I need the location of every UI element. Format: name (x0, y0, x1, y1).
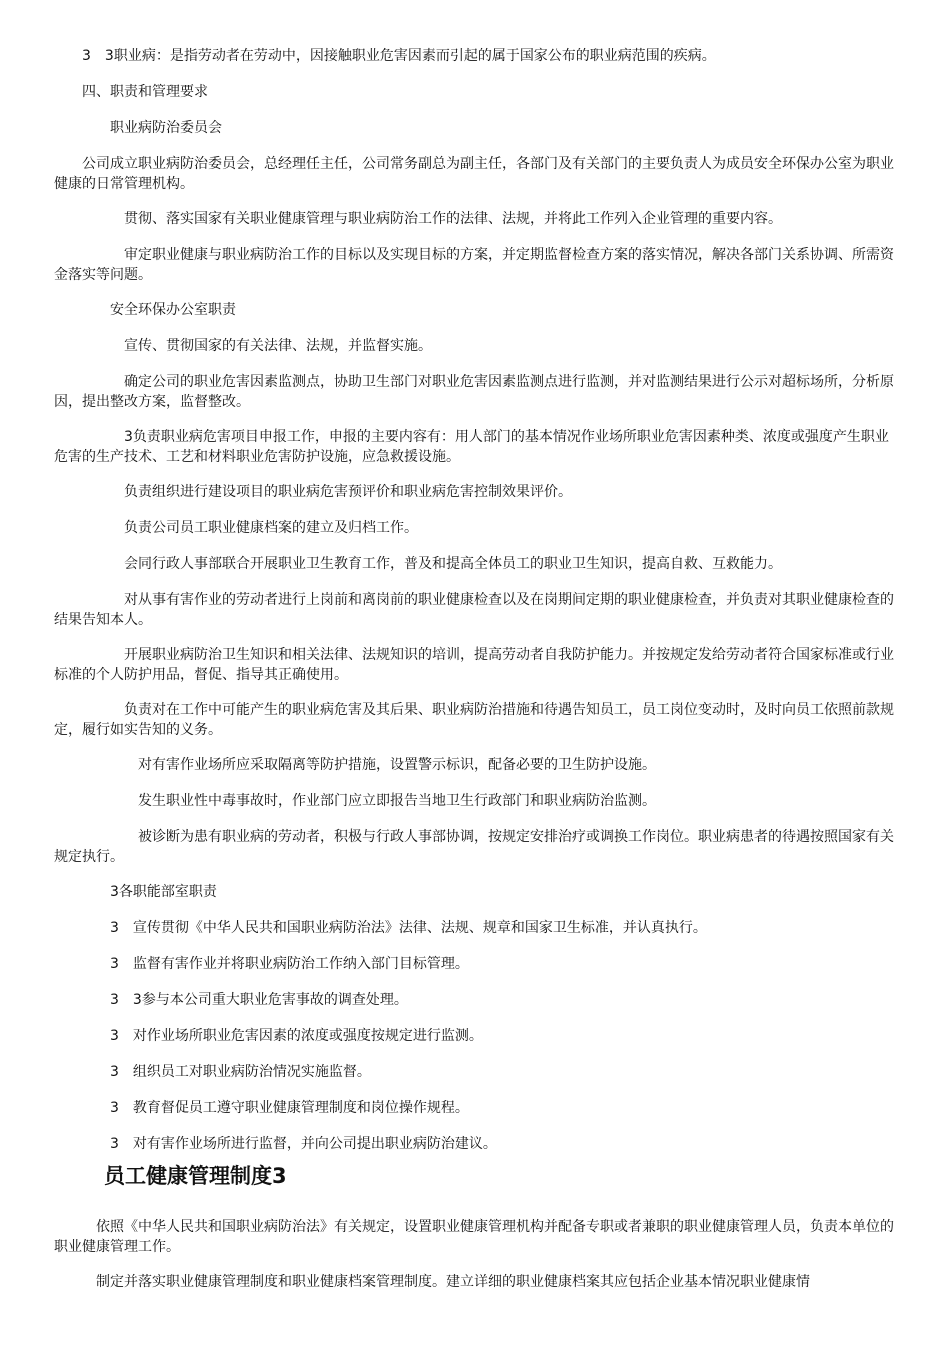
paragraph-dept-duty-2: 3 监督有害作业并将职业病防治工作纳入部门目标管理。 (54, 956, 469, 972)
paragraph-dept-duty-7: 3 对有害作业场所进行监督，并向公司提出职业病防治建议。 (54, 1136, 497, 1152)
paragraph-office-duty-3: 3负责职业病危害项目申报工作，申报的主要内容有：用人部门的基本情况作业场所职业危害因素种类、浓度或强度产生职业危害的生产技术、工艺和材料职业危害防护设施，应急救援设施。 (54, 429, 889, 465)
paragraph-health-rule-1: 依照《中华人民共和国职业病防治法》有关规定，设置职业健康管理机构并配备专职或者兼职的职业健康管理人员，负责本单位的职业健康管理工作。 (54, 1219, 894, 1255)
subheading-committee: 职业病防治委员会 (54, 120, 222, 136)
paragraph-dept-duty-5: 3 组织员工对职业病防治情况实施监督。 (54, 1064, 371, 1080)
paragraph-office-duty-8: 开展职业病防治卫生知识和相关法律、法规知识的培训，提高劳动者自我防护能力。并按规定发给劳动者符合国家标准或行业标准的个人防护用品，督促、指导其正确使用。 (54, 647, 894, 683)
paragraph-office-duty-2: 确定公司的职业危害因素监测点，协助卫生部门对职业危害因素监测点进行监测，并对监测结果进行公示对超标场所，分析原因，提出整改方案，监督整改。 (54, 374, 894, 410)
paragraph-committee-setup: 公司成立职业病防治委员会，总经理任主任，公司常务副总为副主任，各部门及有关部门的主要负责人为成员安全环保办公室为职业健康的日常管理机构。 (54, 156, 894, 192)
paragraph-office-duty-7: 对从事有害作业的劳动者进行上岗前和离岗前的职业健康检查以及在岗期间定期的职业健康检查，并负责对其职业健康检查的结果告知本人。 (54, 592, 894, 628)
section-title-employee-health: 员工健康管理制度3 (104, 1164, 287, 1188)
paragraph-health-rule-2: 制定并落实职业健康管理制度和职业健康档案管理制度。建立详细的职业健康档案其应包括企业基本情况职业健康情 (54, 1274, 810, 1290)
section-heading-responsibilities: 四、职责和管理要求 (54, 84, 208, 100)
paragraph-office-duty-1: 宣传、贯彻国家的有关法律、法规，并监督实施。 (54, 338, 432, 354)
paragraph-office-duty-10: 对有害作业场所应采取隔离等防护措施，设置警示标识，配备必要的卫生防护设施。 (54, 757, 656, 773)
paragraph-dept-duty-6: 3 教育督促员工遵守职业健康管理制度和岗位操作规程。 (54, 1100, 469, 1116)
paragraph-dept-duty-4: 3 对作业场所职业危害因素的浓度或强度按规定进行监测。 (54, 1028, 483, 1044)
paragraph-committee-duty-2: 审定职业健康与职业病防治工作的目标以及实现目标的方案，并定期监督检查方案的落实情况，解决各部门关系协调、所需资金落实等问题。 (54, 247, 894, 283)
subheading-departments: 3各职能部室职责 (54, 884, 217, 900)
paragraph-office-duty-9: 负责对在工作中可能产生的职业病危害及其后果、职业病防治措施和待遇告知员工，员工岗位变动时，及时向员工依照前款规定，履行如实告知的义务。 (54, 702, 894, 738)
paragraph-office-duty-11: 发生职业性中毒事故时，作业部门应立即报告当地卫生行政部门和职业病防治监测。 (54, 793, 656, 809)
paragraph-dept-duty-3: 3 3参与本公司重大职业危害事故的调查处理。 (54, 992, 408, 1008)
paragraph-dept-duty-1: 3 宣传贯彻《中华人民共和国职业病防治法》法律、法规、规章和国家卫生标准，并认真执行。 (54, 920, 707, 936)
paragraph-definition-occupational-disease: 3 3职业病：是指劳动者在劳动中，因接触职业危害因素而引起的属于国家公布的职业病范围的疾病。 (54, 48, 716, 64)
paragraph-office-duty-5: 负责公司员工职业健康档案的建立及归档工作。 (54, 520, 418, 536)
paragraph-office-duty-6: 会同行政人事部联合开展职业卫生教育工作，普及和提高全体员工的职业卫生知识，提高自救、互救能力。 (54, 556, 782, 572)
paragraph-office-duty-12: 被诊断为患有职业病的劳动者，积极与行政人事部协调，按规定安排治疗或调换工作岗位。职业病患者的待遇按照国家有关规定执行。 (54, 829, 894, 865)
paragraph-office-duty-4: 负责组织进行建设项目的职业病危害预评价和职业病危害控制效果评价。 (54, 484, 572, 500)
paragraph-committee-duty-1: 贯彻、落实国家有关职业健康管理与职业病防治工作的法律、法规，并将此工作列入企业管理的重要内容。 (54, 211, 782, 227)
subheading-safety-office: 安全环保办公室职责 (54, 302, 236, 318)
